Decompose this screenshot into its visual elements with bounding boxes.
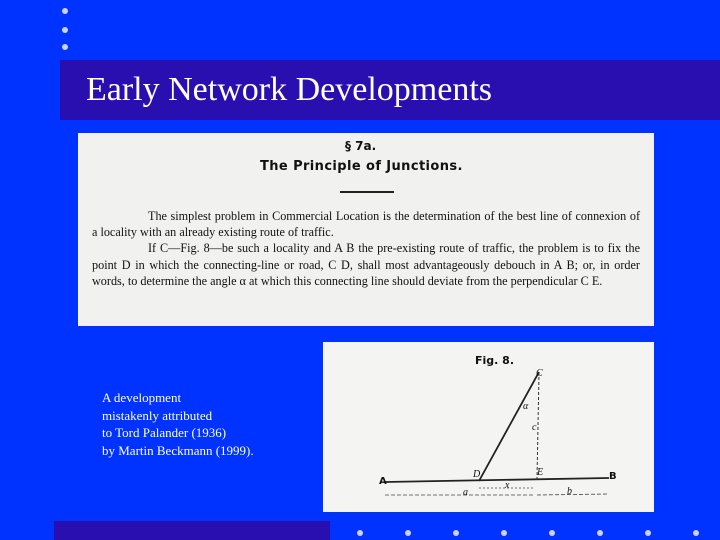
label-a-point: A <box>379 476 387 487</box>
bottom-bar <box>54 521 330 540</box>
section-number: § 7a. <box>345 139 377 153</box>
label-b-point: B <box>609 471 617 482</box>
figure-diagram <box>323 342 654 512</box>
dot-decoration <box>453 530 459 536</box>
connecting-line-cd <box>479 372 539 481</box>
heading-rule <box>340 191 394 193</box>
caption-line: to Tord Palander (1936) <box>102 425 227 440</box>
caption-line: by Martin Beckmann (1999). <box>102 442 254 458</box>
label-b-length: b <box>567 486 572 497</box>
caption-line: A development <box>102 390 182 405</box>
figure-title: Fig. 8. <box>475 354 514 367</box>
excerpt-paragraph-2: If C—Fig. 8—be such a locality and A B the pre-existing route of traffic, the problem is to fix the point D in which the connecting-line or road, C D, shall most advantageously debouch in A B; or, in order words, to determine the angle α at which this connecting line should deviate from the perpendicular C E. <box>92 241 640 288</box>
dot-decoration <box>357 530 363 536</box>
dot-decoration <box>693 530 699 536</box>
scanned-figure <box>323 342 654 512</box>
dot-decoration <box>405 530 411 536</box>
label-c-length: c <box>532 422 537 433</box>
dot-decoration <box>62 8 68 14</box>
label-x: x <box>505 480 510 491</box>
dot-decoration <box>549 530 555 536</box>
caption-line: mistakenly attributed <box>102 407 213 423</box>
dimension-b <box>537 494 609 495</box>
title-bar <box>60 60 720 120</box>
slide-title: Early Network Developments <box>86 71 492 108</box>
dot-decoration <box>501 530 507 536</box>
dot-decoration <box>62 27 68 33</box>
label-c-point: C <box>536 368 543 379</box>
dot-decoration <box>645 530 651 536</box>
excerpt-paragraph-1: The simplest problem in Commercial Location is the determination of the best line of connexion of a locality with an already existing route of traffic. <box>92 209 640 240</box>
route-line-ab <box>385 478 609 482</box>
label-alpha: α <box>523 401 529 412</box>
label-e-point: E <box>537 467 544 478</box>
excerpt-body <box>92 208 640 289</box>
slide-caption <box>102 389 254 459</box>
scanned-text-excerpt <box>78 133 654 326</box>
label-d-point: D <box>473 469 481 480</box>
dot-decoration <box>62 44 68 50</box>
dot-decoration <box>597 530 603 536</box>
label-a-length: a <box>463 487 468 498</box>
perpendicular-ce <box>537 372 539 479</box>
excerpt-heading: The Principle of Junctions. <box>260 159 463 174</box>
